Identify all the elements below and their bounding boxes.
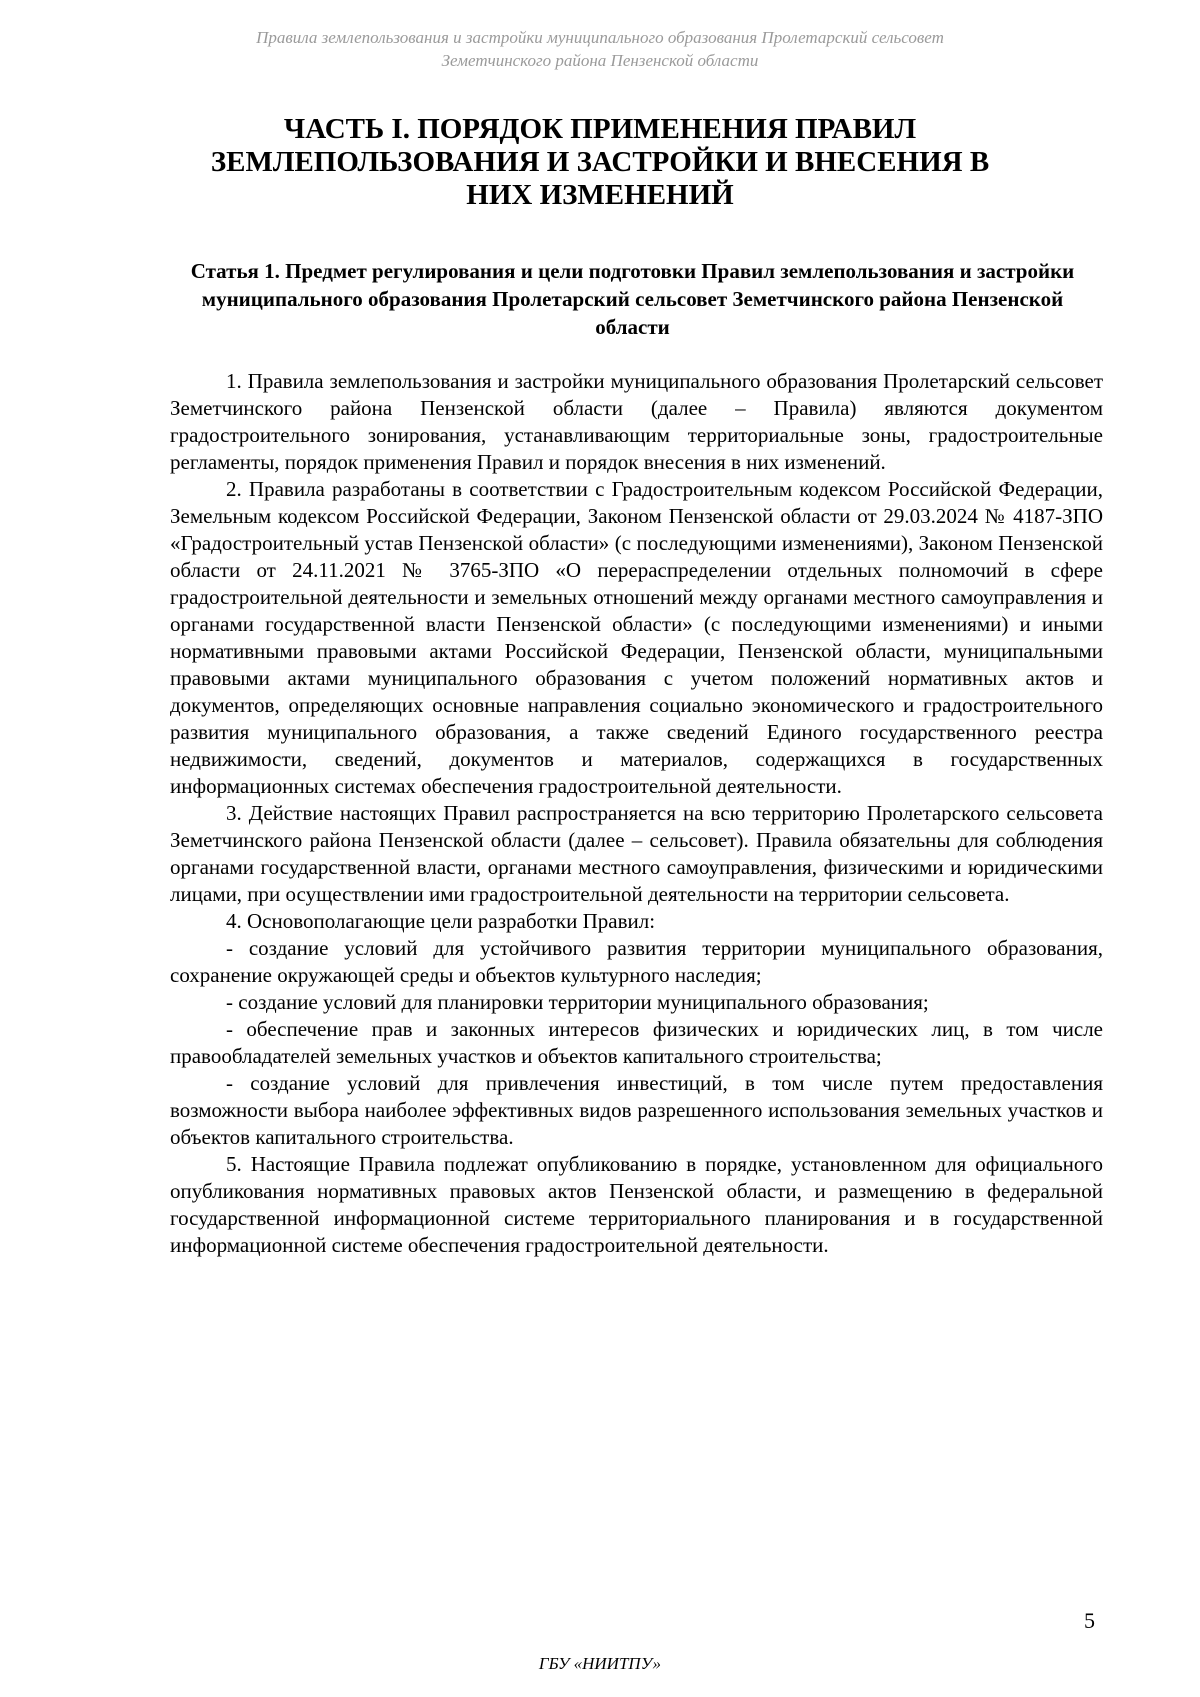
paragraph-2: 2. Правила разработаны в соответствии с Градостроительным кодексом Российской Федерации, Земельным кодексом Российской Федерации, Законом Пензенской области от 29.03.2024 № 4187-ЗПО «Градостроительный устав Пензенской области» (с последующими изменениями), Законом Пензенской области от 24.11.2021 № 3765-ЗПО «О перераспределении отдельных полномочий в сфере градостроительной деятельности и земельных отношений между органами местного самоуправления и органами государственной власти Пензенской области» (с последующими изменениями) и иными нормативными правовыми актами Российской Федерации, Пензенской области, муниципальными правовыми актами муниципального образования с учетом положений нормативных актов и документов, определяющих основные направления социально экономического и градостроительного развития муниципального образования, а также сведений Единого государственного реестра недвижимости, сведений, документов и материалов, содержащихся в государственных информационных системах обеспечения градостроительной деятельности. <box>170 477 1103 798</box>
goal-list-item: - создание условий для привлечения инвестиций, в том числе путем предоставления возможности выбора наиболее эффективных видов разрешенного использования земельных участков и объектов капитального строительства. <box>170 1071 1103 1149</box>
page-number: 5 <box>1084 1608 1095 1633</box>
paragraph-1: 1. Правила землепользования и застройки муниципального образования Пролетарский сельсовет Земетчинского района Пензенской области (далее – Правила) являются документом градостроительного зонирования, устанавливающим территориальные зоны, градостроительные регламенты, порядок применения Правил и порядок внесения в них изменений. <box>170 369 1103 474</box>
goal-list-item: - создание условий для устойчивого развития территории муниципального образования, сохранение окружающей среды и объектов культурного наследия; <box>170 936 1103 987</box>
running-header <box>150 26 1050 72</box>
paragraph-5: 5. Настоящие Правила подлежат опубликованию в порядке, установленном для официального опубликования нормативных правовых актов Пензенской области, и размещению в федеральной государственной информационной системе территориального планирования и в государственной информационной системе обеспечения градостроительной деятельности. <box>170 1152 1103 1257</box>
running-header-line-2: Земетчинского района Пензенской области <box>441 51 759 70</box>
running-header-line-1: Правила землепользования и застройки муниципального образования Пролетарский сельсовет <box>256 28 944 47</box>
running-footer: ГБУ «НИИТПУ» <box>538 1654 662 1673</box>
article-body <box>170 368 1103 1259</box>
goal-list-item: - обеспечение прав и законных интересов физических и юридических лиц, в том числе правообладателей земельных участков и объектов капитального строительства; <box>170 1017 1103 1068</box>
paragraph-4-heading: 4. Основополагающие цели разработки Правил: <box>226 909 656 933</box>
paragraph-3: 3. Действие настоящих Правил распространяется на всю территорию Пролетарского сельсовета Земетчинского района Пензенской области (далее – сельсовет). Правила обязательны для соблюдения органами государственной власти, органами местного самоуправления, физическими и юридическими лицами, при осуществлении ими градостроительной деятельности на территории сельсовета. <box>170 801 1103 906</box>
goal-list-item: - создание условий для планировки территории муниципального образования; <box>226 990 929 1014</box>
part-title: ЧАСТЬ I. ПОРЯДОК ПРИМЕНЕНИЯ ПРАВИЛ ЗЕМЛЕПОЛЬЗОВАНИЯ И ЗАСТРОЙКИ И ВНЕСЕНИЯ В НИХ ИЗМЕНЕНИЙ <box>210 113 990 211</box>
article-title: Статья 1. Предмет регулирования и цели подготовки Правил землепользования и застройки муниципального образования Пролетарский сельсовет Земетчинского района Пензенской области <box>190 259 1075 339</box>
